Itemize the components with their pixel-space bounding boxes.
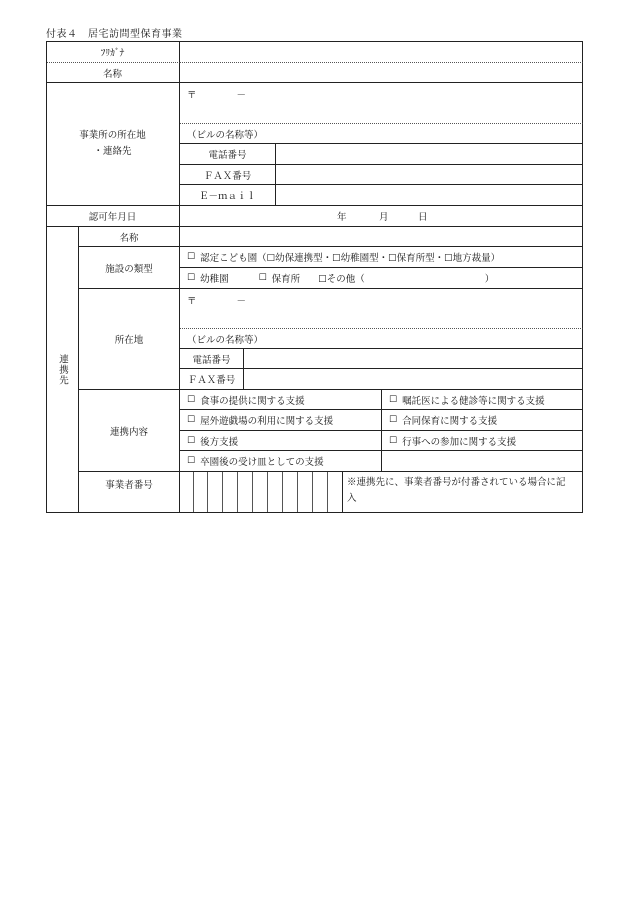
partner-location-label: 所在地 — [79, 289, 180, 390]
meals-checkbox[interactable]: ☐ — [187, 394, 196, 405]
joint-care-checkbox[interactable]: ☐ — [389, 415, 398, 425]
partner-building-field[interactable] — [180, 329, 583, 349]
digit-slot — [268, 472, 283, 512]
office-fax-label: ＦＡＸ番号 — [180, 165, 276, 185]
nursery-label: 保育所 — [271, 274, 301, 285]
content-empty-cell — [382, 451, 583, 472]
note-line2: 入 — [347, 493, 357, 504]
content-item-playground[interactable] — [180, 410, 382, 431]
business-number-note — [343, 472, 583, 513]
content-item-checkup[interactable] — [382, 390, 583, 410]
office-postal-mark: 〒 — [187, 90, 197, 101]
certified-checkbox[interactable]: ☐ — [187, 252, 196, 262]
partner-postal-field[interactable] — [180, 289, 583, 329]
backup-label: 後方支援 — [200, 436, 239, 448]
office-fax-input[interactable] — [276, 165, 583, 185]
facility-type-certified[interactable] — [180, 247, 583, 268]
office-building-field[interactable] — [180, 124, 583, 144]
day-label: 日 — [418, 212, 428, 223]
digit-slot — [223, 472, 238, 512]
meals-label: 食事の提供に関する支援 — [200, 395, 305, 407]
digit-slot — [253, 472, 268, 512]
partner-phone-label: 電話番号 — [180, 349, 244, 369]
digit-slot — [298, 472, 313, 512]
kindergarten-checkbox[interactable]: ☐ — [187, 273, 196, 283]
checkup-label: 嘱託医による健診等に関する支援 — [402, 395, 545, 407]
events-checkbox[interactable]: ☐ — [389, 435, 398, 446]
partner-name-input[interactable] — [180, 227, 583, 247]
nursery-checkbox[interactable]: ☐ — [258, 273, 267, 283]
playground-checkbox[interactable]: ☐ — [187, 415, 196, 425]
partner-name-label: 名称 — [79, 227, 180, 247]
content-item-joint-care[interactable] — [382, 410, 583, 431]
office-email-input[interactable] — [276, 185, 583, 206]
graduation-checkbox[interactable]: ☐ — [187, 456, 196, 466]
business-number-label: 事業者番号 — [79, 472, 180, 513]
office-email-label: Ｅ－ｍａｉｌ — [180, 185, 276, 206]
events-label: 行事への参加に関する支援 — [402, 436, 517, 448]
content-item-graduation[interactable] — [180, 451, 382, 472]
content-item-meals[interactable] — [180, 390, 382, 410]
partner-label: 連携先 — [57, 353, 68, 386]
digit-slot — [208, 472, 223, 512]
furigana-input[interactable] — [180, 41, 583, 63]
office-phone-label: 電話番号 — [180, 144, 276, 165]
joint-care-label: 合同保育に関する支援 — [402, 416, 498, 427]
application-form — [46, 41, 583, 513]
backup-checkbox[interactable]: ☐ — [187, 435, 196, 446]
furigana-label: ﾌﾘｶﾞﾅ — [46, 41, 180, 63]
approval-date-label: 認可年月日 — [46, 206, 180, 227]
playground-label: 屋外遊戯場の利用に関する支援 — [200, 416, 334, 427]
digit-slot — [313, 472, 328, 512]
office-address-label — [46, 83, 180, 206]
kindergarten-label: 幼稚園 — [200, 274, 229, 285]
office-address-label-line2: ・連絡先 — [93, 146, 132, 157]
facility-type-other[interactable] — [180, 268, 583, 289]
partner-postal-dash: － — [236, 296, 247, 307]
name-input[interactable] — [180, 63, 583, 83]
partner-section-label — [46, 227, 79, 513]
digit-slot — [238, 472, 253, 512]
office-postal-field[interactable] — [180, 83, 583, 124]
digit-slot — [194, 472, 208, 512]
year-label: 年 — [337, 212, 347, 223]
partner-postal-mark: 〒 — [187, 296, 197, 307]
other-label: ☐その他（ — [318, 274, 365, 285]
collaboration-content-label: 連携内容 — [79, 390, 180, 472]
document-title: 付表４ 居宅訪問型保育事業 — [46, 29, 183, 40]
digit-slot — [180, 472, 194, 512]
partner-fax-input[interactable] — [244, 369, 583, 390]
office-postal-dash: － — [236, 90, 247, 101]
note-line1: ※連携先に、事業者番号が付番されている場合に記 — [347, 477, 566, 488]
partner-building-label: （ビルの名称等） — [187, 334, 264, 346]
month-label: 月 — [379, 212, 389, 223]
content-item-events[interactable] — [382, 431, 583, 451]
content-item-backup[interactable] — [180, 431, 382, 451]
facility-type-label: 施設の類型 — [79, 247, 180, 289]
office-phone-input[interactable] — [276, 144, 583, 165]
approval-date-input[interactable] — [180, 206, 583, 227]
graduation-label: 卒園後の受け皿としての支援 — [200, 457, 324, 468]
partner-phone-input[interactable] — [244, 349, 583, 369]
office-address-label-line1: 事業所の所在地 — [79, 130, 146, 141]
checkup-checkbox[interactable]: ☐ — [389, 394, 398, 405]
digit-slot — [283, 472, 298, 512]
partner-fax-label: ＦＡＸ番号 — [180, 369, 244, 390]
certified-label: 認定こども園（☐幼保連携型・☐幼稚園型・☐保育所型・☐地方裁量） — [200, 253, 501, 264]
other-close: ） — [484, 274, 495, 285]
office-building-label: （ビルの名称等） — [187, 129, 264, 141]
name-label: 名称 — [46, 63, 180, 83]
business-number-input[interactable] — [180, 472, 343, 513]
